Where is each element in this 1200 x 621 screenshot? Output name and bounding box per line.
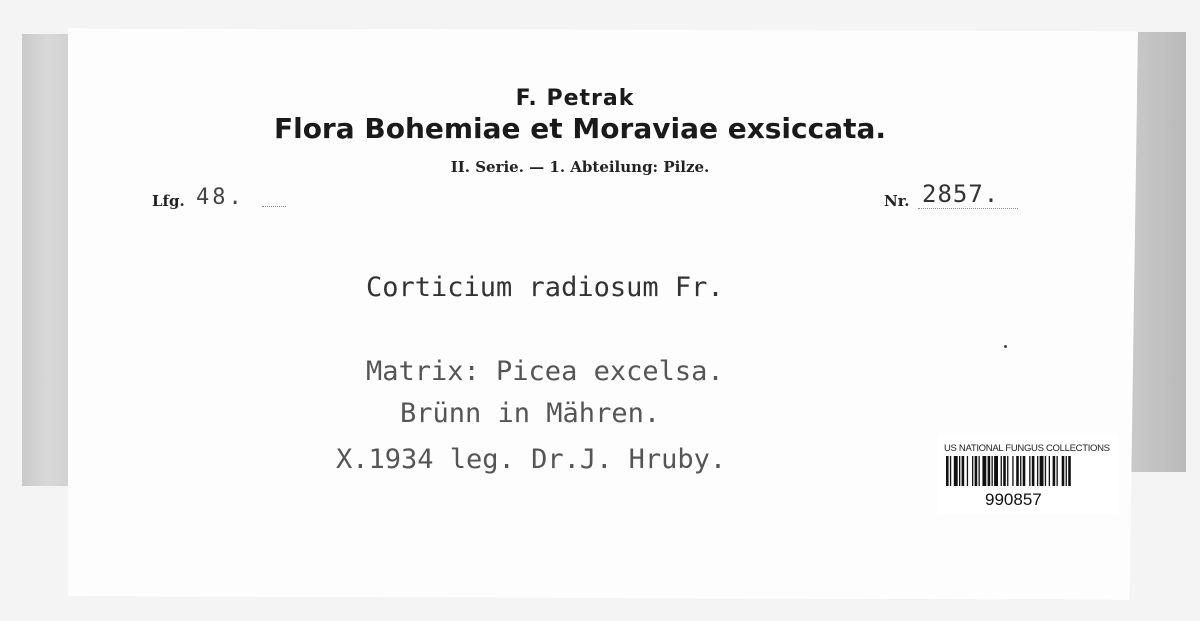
matrix-line: Matrix: Picea excelsa. bbox=[366, 356, 724, 387]
barcode-bar bbox=[1007, 456, 1008, 486]
barcode-bar bbox=[1020, 456, 1021, 486]
label-series: II. Serie. — 1. Abteilung: Pilze. bbox=[450, 158, 710, 176]
label-title: Flora Bohemiae et Moraviae exsiccata. bbox=[273, 112, 887, 145]
date-collector-line: X.1934 leg. Dr.J. Hruby. bbox=[336, 444, 727, 475]
barcode-bar bbox=[1016, 456, 1019, 486]
barcode-bar bbox=[1066, 456, 1067, 486]
barcode-bar bbox=[988, 456, 991, 486]
barcode-bar bbox=[994, 456, 998, 486]
label-collector-name: F. Petrak bbox=[515, 86, 635, 111]
lfg-dotted-line bbox=[262, 206, 286, 207]
barcode-bar bbox=[1003, 456, 1006, 486]
locality-line: Brünn in Mähren. bbox=[400, 398, 661, 429]
barcode-bar bbox=[1049, 456, 1050, 486]
barcode-bar bbox=[979, 456, 980, 486]
nr-dotted-line bbox=[918, 208, 1018, 209]
barcode-bar bbox=[992, 456, 993, 486]
barcode-bar bbox=[1068, 456, 1071, 486]
barcode-bar bbox=[1053, 456, 1056, 486]
barcode-bar bbox=[1062, 456, 1065, 486]
barcode-bar bbox=[954, 456, 958, 486]
species-name: Corticium radiosum Fr. bbox=[366, 272, 724, 303]
barcode-bar bbox=[1045, 456, 1046, 486]
barcode-bar bbox=[1001, 456, 1002, 486]
barcode-bar bbox=[1023, 456, 1026, 486]
barcode-bar bbox=[1012, 456, 1013, 486]
barcode-bar bbox=[959, 456, 960, 486]
barcode-bar bbox=[962, 456, 965, 486]
paper-speck bbox=[1004, 345, 1007, 348]
nr-label: Nr. bbox=[884, 192, 910, 210]
lfg-value: 48. bbox=[196, 185, 245, 210]
barcode-bar bbox=[1029, 456, 1030, 486]
barcode-bar bbox=[946, 456, 949, 486]
barcode-bar bbox=[950, 456, 951, 486]
barcode-bar bbox=[967, 456, 968, 486]
barcode-bar bbox=[1057, 456, 1058, 486]
barcode-number: 990857 bbox=[985, 490, 1042, 509]
lfg-label: Lfg. bbox=[152, 192, 185, 210]
barcode-icon bbox=[946, 456, 1102, 488]
barcode-bar bbox=[1040, 456, 1044, 486]
barcode-bar bbox=[982, 456, 986, 486]
barcode-bar bbox=[972, 456, 973, 486]
barcode-bar bbox=[1037, 456, 1038, 486]
barcode-institution: US NATIONAL FUNGUS COLLECTIONS bbox=[944, 443, 1110, 454]
barcode-bar bbox=[1032, 456, 1035, 486]
barcode-bar bbox=[975, 456, 978, 486]
nr-value: 2857. bbox=[922, 180, 1000, 208]
